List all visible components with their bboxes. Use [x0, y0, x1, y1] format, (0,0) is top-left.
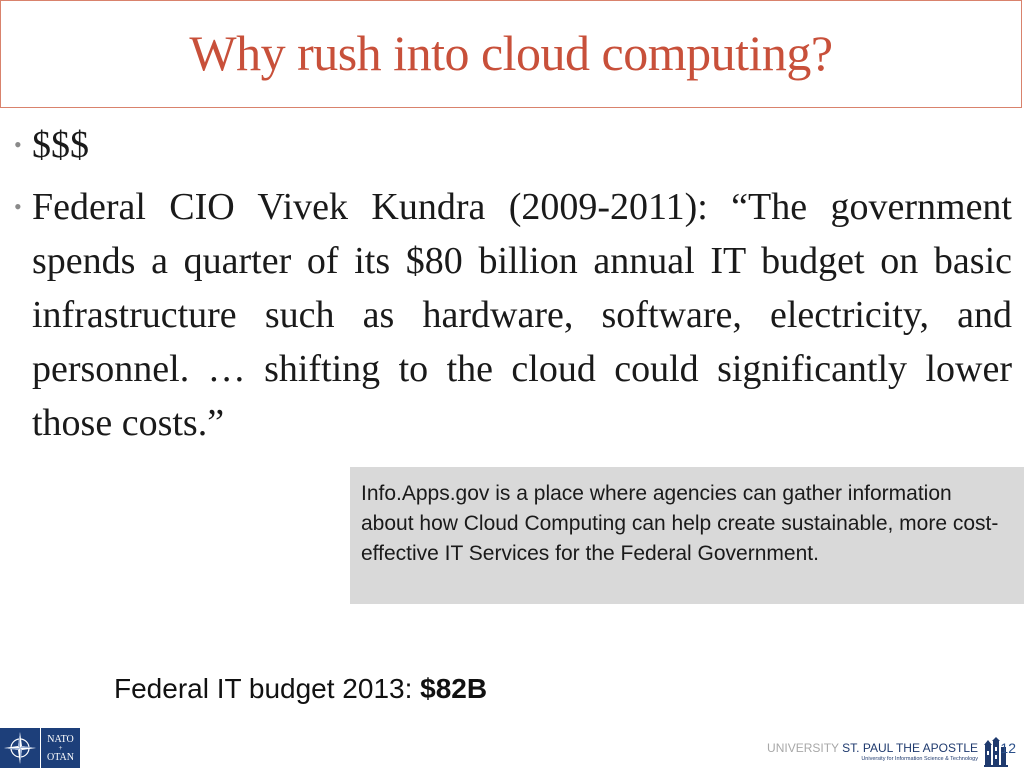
- university-name-line: [767, 741, 978, 755]
- bullet-item-kundra-quote: [14, 180, 1012, 450]
- bullet-dot-icon: •: [14, 132, 22, 157]
- slide-title: Why rush into cloud computing?: [189, 25, 833, 81]
- nato-logo: [0, 728, 80, 768]
- nato-wordmark-divider: +: [58, 743, 63, 752]
- title-box: [0, 0, 1022, 108]
- federal-budget-value: $82B: [420, 673, 488, 704]
- university-name: ST. PAUL THE APOSTLE: [842, 741, 978, 755]
- nato-wordmark-line1: NATO: [47, 733, 74, 745]
- university-logo: [767, 736, 1020, 768]
- federal-budget-label: Federal IT budget 2013:: [114, 673, 421, 704]
- university-prefix: UNIVERSITY: [767, 741, 839, 755]
- bullet-list: [14, 118, 1012, 450]
- federal-budget-line: [114, 673, 487, 705]
- info-apps-callout-text: Info.Apps.gov is a place where agencies can gather information about how Cloud Computing can help create sustainable, more cost-effective IT Services for the Federal Government.: [361, 482, 999, 565]
- page-number: 12: [1000, 740, 1016, 756]
- bullet-dot-icon: •: [14, 194, 22, 219]
- bullet-text-kundra-quote: Federal CIO Vivek Kundra (2009-2011): “The government spends a quarter of its $80 billion annual IT budget on basic infrastructure such as hardware, software, electricity, and personnel. … shifting to the cloud could significantly lower those costs.”: [32, 186, 1012, 444]
- university-wordmark: [767, 741, 978, 763]
- university-subtitle: University for Information Science & Technology: [861, 756, 978, 762]
- bullet-item-money: [14, 118, 1012, 172]
- info-apps-callout: [350, 467, 1024, 604]
- nato-wordmark: [40, 728, 80, 768]
- nato-wordmark-line2: OTAN: [47, 751, 74, 763]
- nato-compass-star-icon: [0, 728, 40, 768]
- bullet-text-money: $$$: [32, 124, 89, 166]
